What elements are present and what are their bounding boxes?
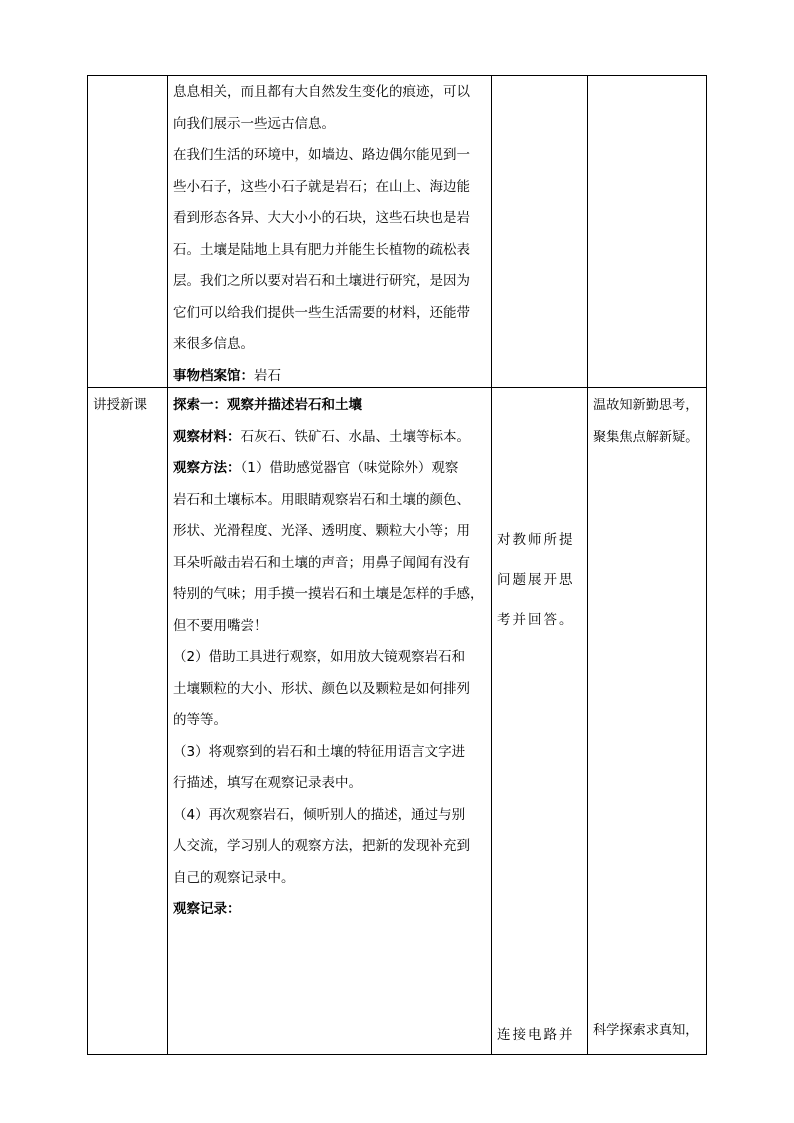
table-border-bottom xyxy=(87,1054,707,1055)
paragraph-line: 它们可以给我们提供一些生活需要的材料，还能带 xyxy=(173,304,470,321)
column-divider-3 xyxy=(587,75,588,1055)
paragraph-line: 行描述，填写在观察记录表中。 xyxy=(173,775,362,791)
row2-content-cell xyxy=(173,390,489,926)
paragraph-line: 特别的气味；用手摸一摸岩石和土壤是怎样的手感， xyxy=(173,586,484,602)
paragraph-line: 在我们生活的环境中，如墙边、路边偶尔能见到一 xyxy=(173,147,470,163)
archive-label-line: 事物档案馆：岩石 xyxy=(173,367,281,384)
student-activity-line: 对教师所提 xyxy=(497,532,575,548)
paragraph-line: 人交流，学习别人的观察方法，把新的发现补充到 xyxy=(173,838,470,854)
table-border-top xyxy=(87,75,707,76)
stage-cell xyxy=(93,390,165,422)
paragraph-line: 但不要用嘴尝！ xyxy=(173,617,268,634)
student-activity-line: 问题展开思 xyxy=(497,572,575,588)
column-divider-1 xyxy=(167,75,168,1055)
paragraph-line: （4）再次观察岩石，倾听别人的描述，通过与别 xyxy=(173,806,466,823)
design-intent-cell xyxy=(593,390,705,453)
design-intent-bottom xyxy=(593,1015,705,1047)
row1-content-cell xyxy=(173,77,489,392)
section-heading: 探索一：观察并描述岩石和土壤 xyxy=(173,397,362,413)
method-line: 观察方法：（1）借助感觉器官（味觉除外）观察 xyxy=(173,460,459,476)
paragraph-line: 自己的观察记录中。 xyxy=(173,869,295,886)
paragraph-line: 土壤颗粒的大小、形状、颜色以及颗粒是如何排列 xyxy=(173,680,470,697)
paragraph-line: 些小石子，这些小石子就是岩石；在山上、海边能 xyxy=(173,178,470,195)
table-border-left xyxy=(87,75,88,1055)
paragraph-line: 的等等。 xyxy=(173,712,227,728)
paragraph-line: 岩石和土壤标本。用眼睛观察岩石和土壤的颜色、 xyxy=(173,491,470,508)
paragraph-line: 息息相关，而且都有大自然发生变化的痕迹，可以 xyxy=(173,84,470,100)
lesson-plan-table xyxy=(87,75,707,1055)
student-activity-cell xyxy=(497,520,583,640)
record-label-line: 观察记录： xyxy=(173,901,241,917)
paragraph-line: （2）借助工具进行观察，如用放大镜观察岩石和 xyxy=(173,649,466,665)
column-divider-2 xyxy=(491,75,492,1055)
student-activity-line: 考并回答。 xyxy=(497,612,575,628)
stage-label: 讲授新课 xyxy=(93,397,147,413)
paragraph-line: （3）将观察到的岩石和土壤的特征用语言文字进 xyxy=(173,743,466,760)
paragraph-line: 来很多信息。 xyxy=(173,336,254,352)
design-intent-line: 科学探索求真知， xyxy=(593,1023,699,1038)
paragraph-line: 层。我们之所以要对岩石和土壤进行研究，是因为 xyxy=(173,273,470,289)
table-border-right xyxy=(706,75,707,1055)
paragraph-line: 看到形态各异、大大小小的石块，这些石块也是岩 xyxy=(173,210,470,226)
paragraph-line: 形状、光滑程度、光泽、透明度、颗粒大小等；用 xyxy=(173,523,470,539)
materials-line: 观察材料：石灰石、铁矿石、水晶、土壤等标本。 xyxy=(173,428,470,445)
design-intent-line: 温故知新勤思考， xyxy=(593,398,699,413)
paragraph-line: 石。土壤是陆地上具有肥力并能生长植物的疏松表 xyxy=(173,241,470,258)
student-activity-line: 连接电路并 xyxy=(497,1027,575,1043)
paragraph-line: 向我们展示一些远古信息。 xyxy=(173,115,335,132)
student-activity-bottom xyxy=(497,1020,583,1050)
paragraph-line: 耳朵听敲击岩石和土壤的声音；用鼻子闻闻有没有 xyxy=(173,554,470,571)
design-intent-line: 聚集焦点解新疑。 xyxy=(593,429,699,445)
